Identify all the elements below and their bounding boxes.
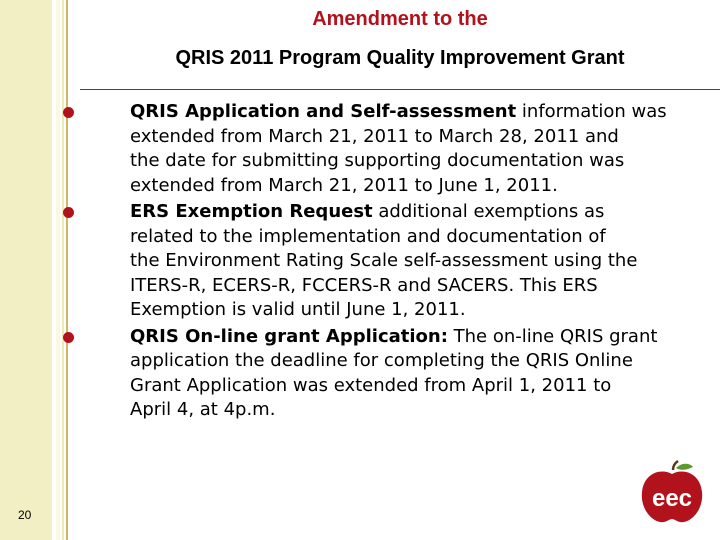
bullet-text: Exemption is valid until June 1, 2011. [130,299,466,320]
title-divider [80,89,720,90]
decorative-stripe [56,0,60,540]
bullet-text: application the deadline for completing the QRIS Online [130,350,633,371]
bullet-heading: QRIS On-line grant Application: [130,325,448,347]
bullet-item [80,325,705,423]
bullet-dot-icon [63,332,74,343]
decorative-stripe-edge [66,0,68,540]
slide-title-line2: QRIS 2011 Program Quality Improvement Grant [175,47,625,69]
bullet-text: extended from March 21, 2011 to June 1, 2011. [130,174,558,196]
bullet-item [80,100,705,198]
bullet-text: information was [516,101,667,122]
bullet-text: ITERS-R, ECERS-R, FCCERS-R and SACERS. This ERS [130,274,598,296]
apple-logo-icon [632,460,712,526]
title-emphasis: Amendment [312,8,428,30]
title-rest: to the [427,8,488,30]
bullet-dot-icon [63,107,74,118]
bullet-text: the Environment Rating Scale self-assessment using the [130,250,638,271]
decorative-stripe [0,0,52,540]
bullet-text: extended from March 21, 2011 to March 28, 2011 and [130,125,619,147]
page-number: 20 [18,508,32,522]
bullet-heading: QRIS Application and Self-assessment [130,101,517,122]
bullet-item [80,200,705,323]
bullet-heading: ERS Exemption Request [130,201,373,222]
slide-title-line1 [80,8,720,31]
bullet-text: the date for submitting supporting documentation was [130,150,625,171]
bullet-text: April 4, at 4p.m. [130,399,276,420]
bullet-text: additional exemptions as [372,201,605,222]
bullet-list [80,100,705,423]
logo-text: eec [651,485,693,512]
decorative-stripe [62,0,64,540]
bullet-text: The on-line QRIS grant [447,325,658,347]
bullet-text: Grant Application was extended from April 1, 2011 to [130,374,612,396]
bullet-text: related to the implementation and documentation of [130,225,606,247]
bullet-dot-icon [63,207,74,218]
